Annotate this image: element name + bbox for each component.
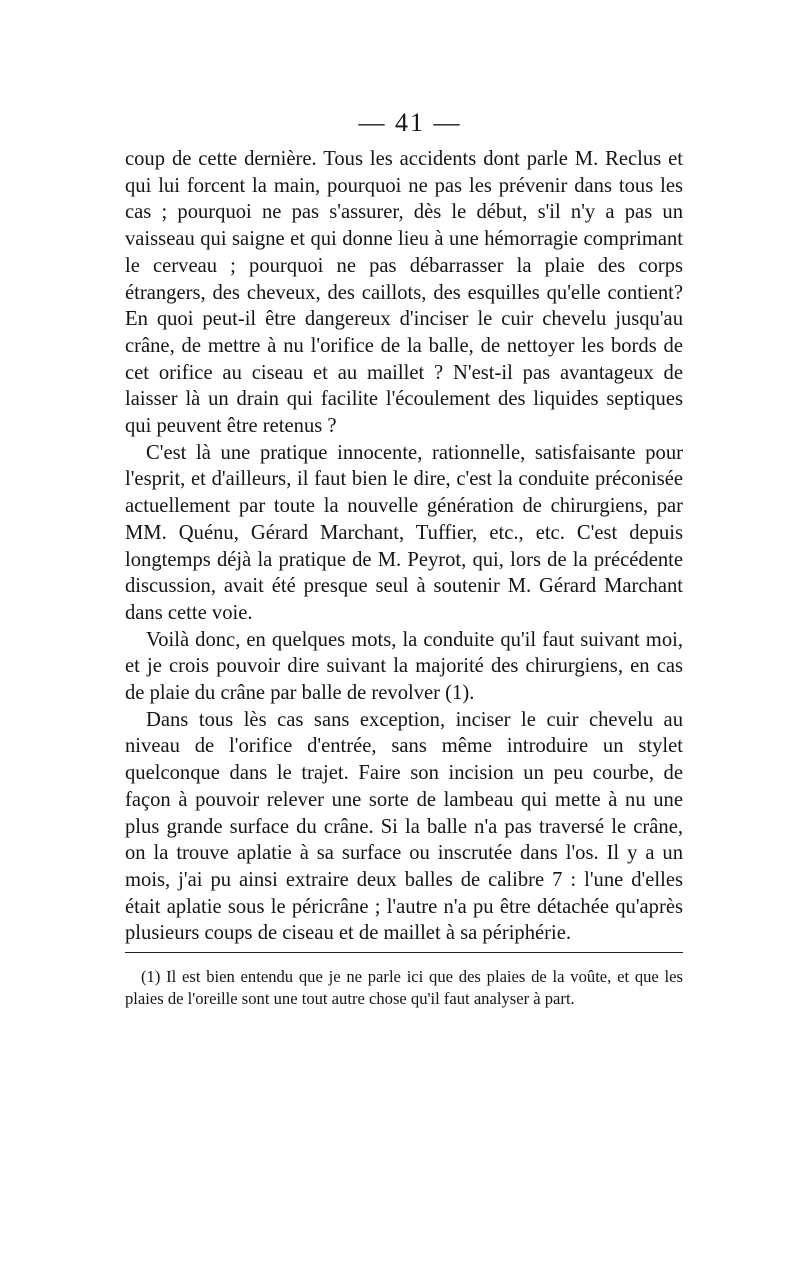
footnote — [125, 966, 683, 1010]
paragraph-1: coup de cette dernière. Tous les accidents dont parle M. Reclus et qui lui forcent la main, pourquoi ne pas les prévenir dans tous les cas ; pourquoi ne pas s'assurer, dès le début, s'il n'y a pas un vaisseau qui saigne et qui donne lieu à une hémorragie comprimant le cerveau ; pourquoi ne pas débarrasser la plaie des corps étrangers, des cheveux, des caillots, des esquilles qu'elle contient? En quoi peut-il être dangereux d'inciser le cuir chevelu jusqu'au crâne, de mettre à nu l'orifice de la balle, de nettoyer les bords de cet orifice au ciseau et au maillet ? N'est-il pas avantageux de laisser là un drain qui facilite l'écoulement des liquides septiques qui peuvent être retenus ? — [125, 148, 683, 438]
footnote-text: (1) Il est bien entendu que je ne parle ici que des plaies de la voûte, et que les plaies de l'oreille sont une tout autre chose qu'il faut analyser à part. — [125, 967, 683, 1008]
body-text — [125, 146, 683, 947]
page-number: — 41 — — [358, 108, 462, 137]
paragraph-4: Dans tous lès cas sans exception, inciser le cuir chevelu au niveau de l'orifice d'entrée, sans même introduire un stylet quelconque dans le trajet. Faire son incision un peu courbe, de façon à pouvoir relever une sorte de lambeau qui mette à nu une plus grande surface du crâne. Si la balle n'a pas traversé le crâne, on la trouve aplatie à sa surface ou inscrutée dans l'os. Il y a un mois, j'ai pu ainsi extraire deux balles de calibre 7 : l'une d'elles était aplatie sous le péricrâne ; l'autre n'a pu être détachée qu'après plusieurs coups de ciseau et de maillet à sa périphérie. — [125, 708, 683, 945]
paragraph-3: Voilà donc, en quelques mots, la conduite qu'il faut suivant moi, et je crois pouvoir dire suivant la majorité des chirurgiens, en cas de plaie du crâne par balle de revolver (1). — [125, 628, 683, 705]
footnote-divider — [125, 952, 683, 953]
paragraph-2: C'est là une pratique innocente, rationnelle, satisfaisante pour l'esprit, et d'ailleurs, il faut bien le dire, c'est la conduite préconisée actuellement par toute la nouvelle génération de chirurgiens, par MM. Quénu, Gérard Marchant, Tuffier, etc., etc. C'est depuis longtemps déjà la pratique de M. Peyrot, qui, lors de la précédente discussion, avait été presque seul à soutenir M. Gérard Marchant dans cette voie. — [125, 441, 683, 624]
